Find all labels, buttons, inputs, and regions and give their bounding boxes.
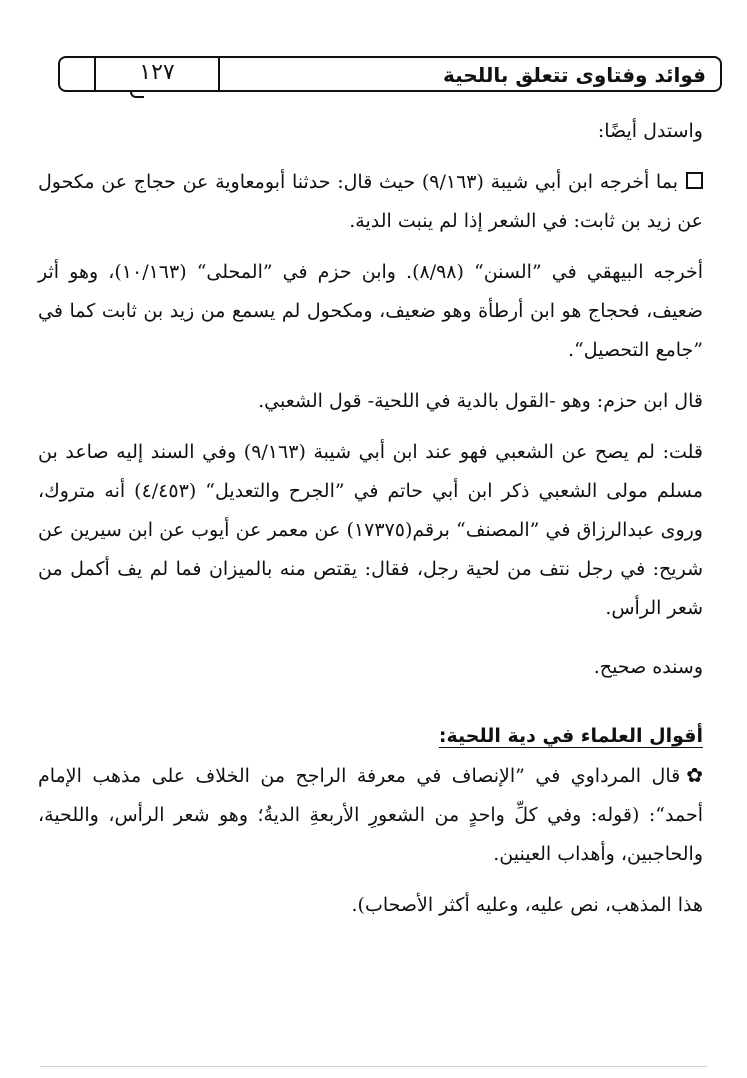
page-tab-curl: [130, 92, 144, 98]
section-heading: [38, 717, 703, 756]
header-title: فوائد وفتاوى تتعلق باللحية: [443, 63, 706, 87]
page-number: ١٢٧: [139, 60, 175, 85]
page-bottom-edge: [40, 1066, 707, 1067]
paragraph-madhhab: هذا المذهب، نص عليه، وعليه أكثر الأصحاب).: [351, 894, 703, 916]
page-body: [38, 112, 703, 925]
paragraph-ibn-hazm: قال ابن حزم: وهو -القول بالدية في اللحية- قول الشعبي.: [258, 390, 703, 412]
paragraph-ibn-abi-shayba: [38, 163, 703, 241]
page-number-tab: [94, 56, 220, 92]
paragraph-qultu: قلت: لم يصح عن الشعبي فهو عند ابن أبي شيبة (٩/١٦٣) وفي السند إليه صاعد بن مسلم مولى الشعبي ذكر ابن أبي حاتم في ”الجرح والتعديل“ (٤/٤٥٣) أنه متروك، وروى عبدالرزاق في ”المصنف“ برقم(١٧٣٧٥) عن معمر عن أيوب عن ابن سيرين عن شريح: في رجل نتف من لحية رجل، فقال: يقتص منه بالميزان فما لم يف أكمل من شعر الرأس.: [38, 441, 703, 619]
checkbox-bullet-icon: [686, 172, 703, 189]
paragraph-intro: واستدل أيضًا:: [597, 120, 703, 142]
paragraph-text: قال المرداوي في ”الإنصاف في معرفة الراجح من الخلاف على مذهب الإمام أحمد“: (قوله: وفي كلِّ واحدٍ من الشعورِ الأربعةِ الديةُ؛ وهو شعر الرأس، واللحية، والحاجبين، وأهداب العينين.: [38, 765, 703, 865]
flower-bullet-icon: ✿: [686, 763, 703, 787]
paragraph-text: بما أخرجه ابن أبي شيبة (٩/١٦٣) حيث قال: حدثنا أبومعاوية عن حجاج عن مكحول عن زيد بن ثابت: في الشعر إذا لم ينبت الدية.: [38, 171, 703, 232]
paragraph-takhrij: أخرجه البيهقي في ”السنن“ (٨/٩٨). وابن حزم في ”المحلى“ (١٠/١٦٣)، وهو أثر ضعيف، فحجاج هو ابن أرطأة وهو ضعيف، ومكحول لم يسمع من زيد بن ثابت كما في ”جامع التحصيل“.: [38, 261, 703, 361]
paragraph-mardawi: [38, 756, 703, 874]
section-heading-text: أقوال العلماء في دية اللحية:: [438, 725, 703, 747]
paragraph-sanad: وسنده صحيح.: [593, 656, 703, 678]
running-header: [58, 56, 722, 92]
